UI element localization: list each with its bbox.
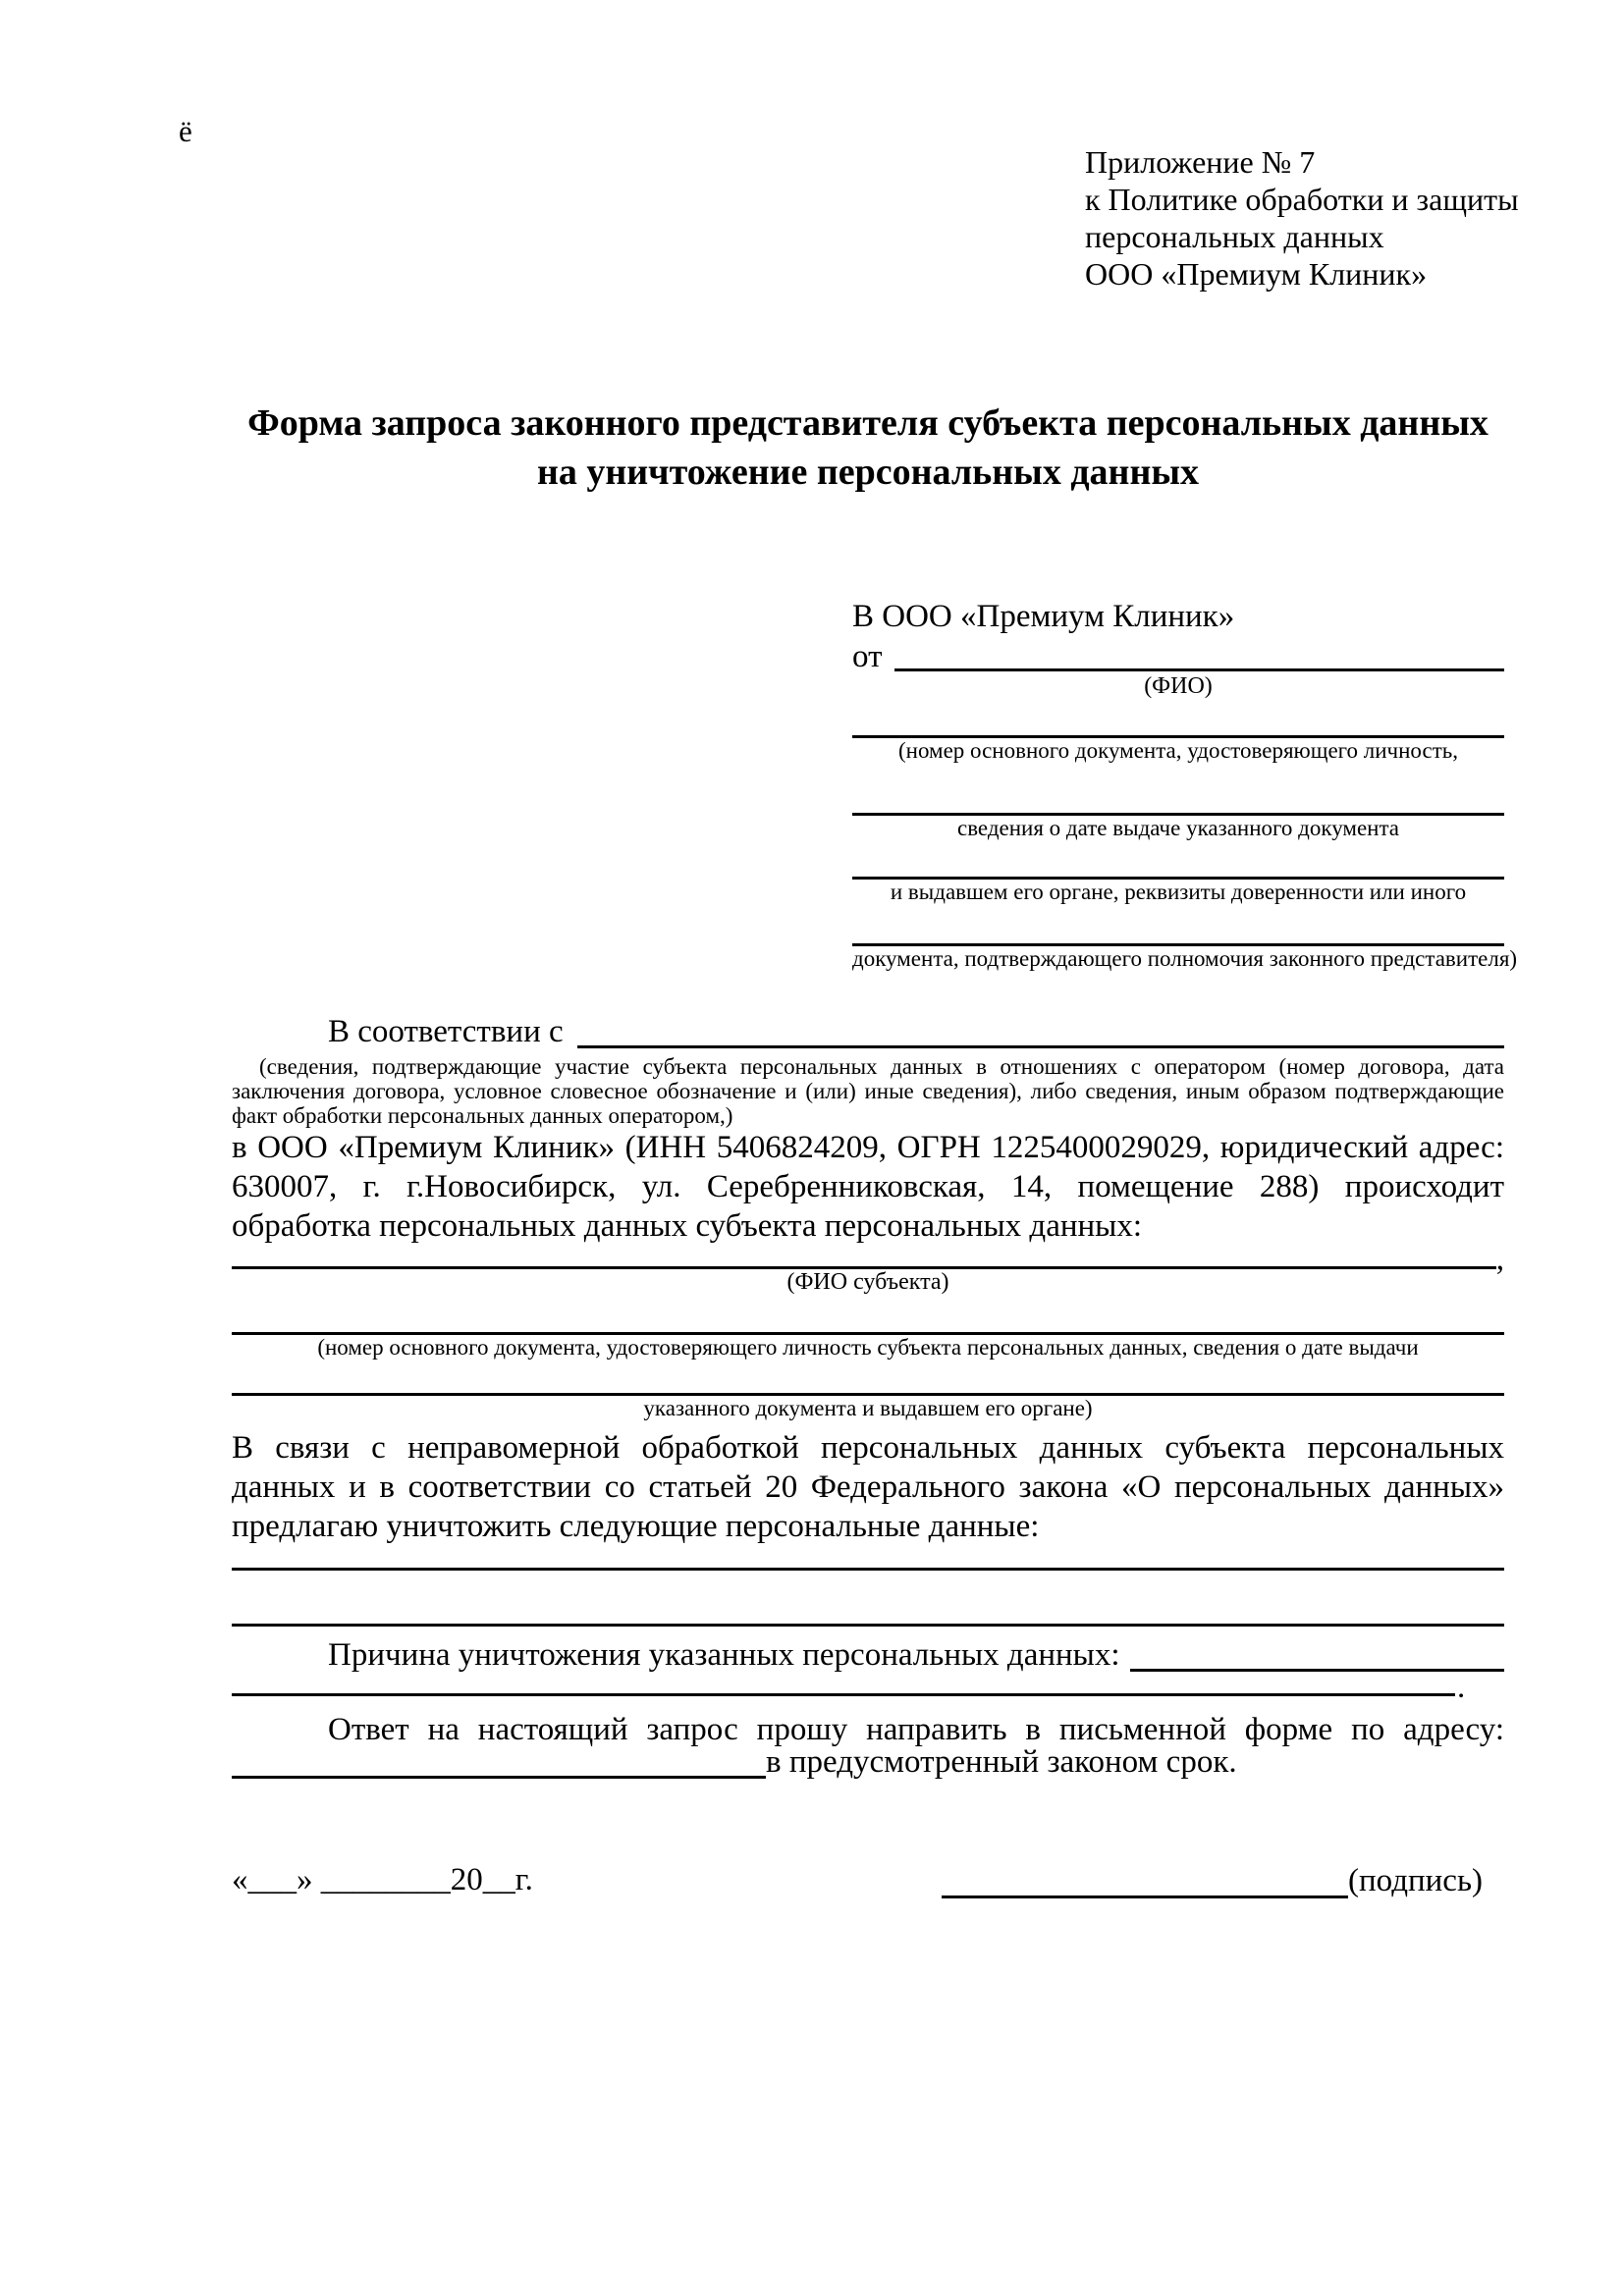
- subject-fio-line: [232, 1242, 1504, 1277]
- operator-paragraph: в ООО «Премиум Клиник» (ИНН 5406824209, ОГРН 1225400029029, юридический адрес: 630007, г. г.Новосибирск, ул. Серебренниковская, 14, помещение 288) происходит обработка персональных данных субъекта персональных данных:: [232, 1130, 1504, 1244]
- subject-fio-caption: (ФИО субъекта): [786, 1269, 949, 1295]
- signature-caption: (подпись): [1348, 1863, 1483, 1898]
- subject-doc-caption: (номер основного документа, удостоверяющего личность субъекта персональных данных, сведения о дате выдачи: [317, 1335, 1419, 1360]
- signature-group: [942, 1863, 1483, 1898]
- line-suffix-comma: ,: [1495, 1242, 1504, 1277]
- blank-write-line: [232, 1546, 1504, 1571]
- reason-label: Причина уничтожения указанных персональных данных:: [328, 1637, 1120, 1673]
- demand-paragraph: В связи с неправомерной обработкой персональных данных субъекта персональных данных и в соответствии со статьей 20 Федерального закона «О персональных данных» предлагаю уничтожить следующие персональные данные:: [232, 1430, 1504, 1544]
- appendix-line: персональных данных: [1085, 219, 1384, 254]
- document-title-line2: на уничтожение персональных данных: [536, 452, 1200, 493]
- blank-write-line: [577, 1045, 1504, 1048]
- blank-write-line: [232, 1571, 1504, 1627]
- accordance-caption: (сведения, подтверждающие участие субъекта персональных данных в отношениях с оператором (номер договора, дата заключения договора, условное словесное обозначение и (или) иные сведения), либо сведения, иным образом подтверждающие факт обработки персональных данных оператором,): [232, 1054, 1504, 1128]
- reply-address-line: [232, 1744, 1504, 1780]
- blank-write-line: [852, 841, 1504, 880]
- reply-deadline-text: в предусмотренный законом срок.: [766, 1744, 1237, 1780]
- signature-line: [942, 1896, 1348, 1898]
- accordance-prefix: В соответствии с: [328, 1014, 564, 1049]
- field-caption: и выдавшем его органе, реквизиты доверенности или иного: [890, 880, 1467, 904]
- reason-continuation-line: [232, 1670, 1504, 1705]
- reply-request-paragraph: Ответ на настоящий запрос прошу направить в письменной форме по адресу:: [328, 1712, 1504, 1747]
- date-line: «___» ________20__г.: [232, 1862, 533, 1897]
- blank-write-line: [232, 1693, 1455, 1696]
- body-block: [232, 1011, 1504, 1779]
- line-terminator: .: [1457, 1670, 1466, 1705]
- addressee-company: В ООО «Премиум Клиник»: [852, 599, 1235, 634]
- addressee-block: [852, 595, 1518, 972]
- document-title-line1: Форма запроса законного представителя субъекта персональных данных: [247, 402, 1489, 444]
- stray-character: ё: [179, 114, 192, 148]
- field-caption: сведения о дате выдаче указанного документа: [956, 816, 1400, 840]
- document-title: [247, 399, 1489, 497]
- field-caption: (номер основного документа, удостоверяющего личность,: [897, 738, 1458, 763]
- appendix-line: ООО «Премиум Клиник»: [1085, 256, 1428, 292]
- blank-write-line: [852, 764, 1504, 816]
- appendix-line: к Политике обработки и защиты: [1085, 182, 1519, 217]
- accordance-line: [232, 1011, 1504, 1048]
- blank-write-line: [894, 668, 1505, 671]
- appendix-block: [1085, 143, 1519, 293]
- appendix-line: Приложение № 7: [1085, 144, 1316, 180]
- blank-write-line: [852, 699, 1504, 738]
- reason-line: [232, 1634, 1504, 1672]
- field-caption: документа, подтверждающего полномочия законного представителя): [852, 946, 1518, 971]
- from-label: от: [852, 639, 883, 674]
- from-line: [852, 638, 1504, 674]
- blank-write-line: [852, 905, 1504, 946]
- subject-doc-caption: указанного документа и выдавшем его органе): [643, 1396, 1093, 1420]
- blank-write-line: [232, 1295, 1504, 1335]
- footer-row: [232, 1861, 1504, 1898]
- fio-caption: (ФИО): [1144, 673, 1213, 699]
- blank-write-line: [232, 1360, 1504, 1396]
- blank-write-line: [232, 1776, 766, 1779]
- blank-write-line: [1130, 1669, 1504, 1672]
